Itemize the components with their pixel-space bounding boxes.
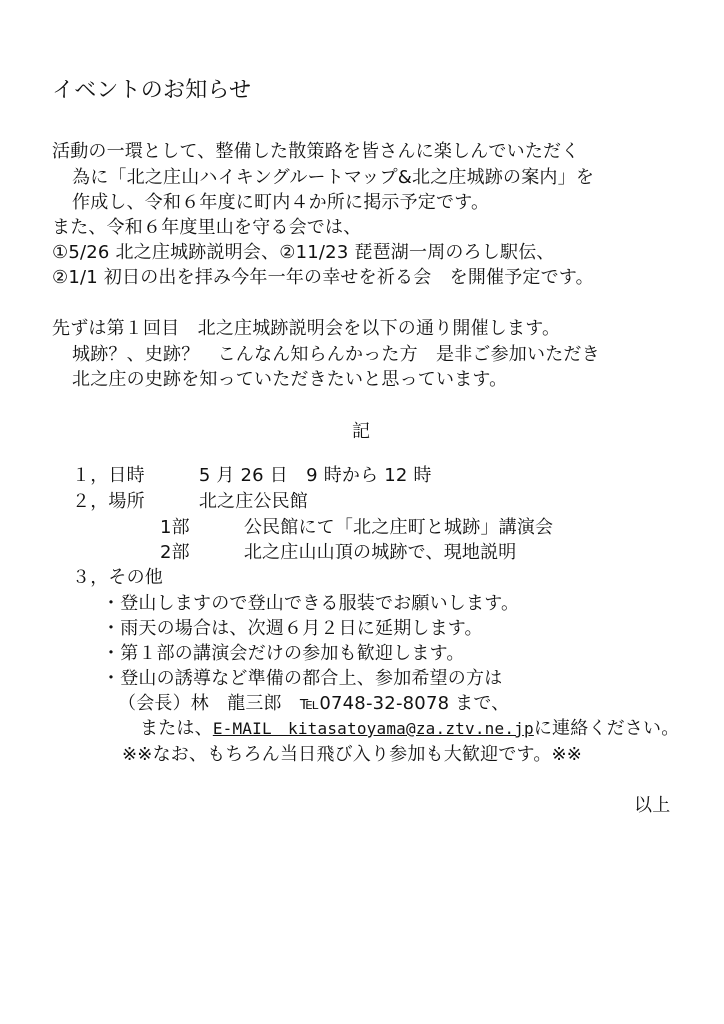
detail-part-1-label: 1部 [160, 517, 190, 538]
detail-item-date-num: １， [72, 465, 109, 486]
welcome-note: ※※なお、もちろん当日飛び入り参加も大歓迎です。※※ [122, 744, 583, 765]
note-lecture: ・第１部の講演会だけの参加も歓迎します。 [102, 643, 465, 664]
contact-suffix: に連絡ください。 [533, 718, 680, 739]
email-link[interactable]: E-MAIL kitasatoyama@za.ztv.ne.jp [212, 719, 534, 738]
contact-name: （会長）林 龍三郎 [118, 693, 282, 714]
note-registration: ・登山の誘導など準備の都合上、参加希望の方は [102, 668, 503, 689]
detail-item-date [72, 464, 432, 488]
detail-part-2-label: 2部 [160, 542, 190, 563]
intro-line-4: また、令和６年度里山を守る会では、 [52, 217, 362, 238]
intro-line-3: 作成し、令和６年度に町内４か所に掲示予定です。 [72, 192, 490, 213]
detail-item-place-value: 北之庄公民館 [198, 491, 309, 512]
contact-line [118, 692, 509, 716]
announce-line-3: 北之庄の史跡を知っていただきたいと思っています。 [72, 369, 508, 390]
intro-line-2: 為に「北之庄山ハイキングルートマップ&北之庄城跡の案内」を [72, 167, 595, 188]
contact-or: または、 [140, 718, 213, 739]
detail-item-date-label: 日時 [108, 465, 145, 486]
detail-item-place-label: 場所 [108, 491, 145, 512]
detail-item-other-num: ３， [72, 567, 109, 588]
detail-part-1-value: 公民館にて「北之庄町と城跡」講演会 [243, 517, 554, 538]
closing-text: 以上 [634, 795, 671, 816]
note-clothing: ・登山しますので登山できる服装でお願いします。 [102, 593, 520, 614]
detail-part-2 [160, 541, 517, 565]
page-title: イベントのお知らせ [52, 78, 252, 103]
detail-part-2-value: 北之庄山山頂の城跡で、現地説明 [243, 542, 517, 563]
announce-line-2: 城跡？、史跡？ こんなん知らんかった方 是非ご参加いただき [72, 344, 600, 365]
contact-tel: ℡0748-32-8078 まで、 [299, 693, 510, 714]
announce-line-1: 先ずは第１回目 北之庄城跡説明会を以下の通り開催します。 [52, 318, 561, 339]
contact-email-line [140, 717, 679, 741]
intro-line-1: 活動の一環として、整備した散策路を皆さんに楽しんでいただく [52, 141, 580, 162]
ki-heading: 記 [352, 421, 371, 442]
detail-part-1 [160, 516, 553, 540]
intro-line-5: ①5/26 北之庄城跡説明会、②11/23 琵琶湖一周のろし駅伝、 [52, 242, 555, 263]
intro-line-6: ②1/1 初日の出を拝み今年一年の幸せを祈る会 を開催予定です。 [52, 267, 594, 288]
note-rain: ・雨天の場合は、次週６月２日に延期します。 [102, 618, 483, 639]
detail-item-place-num: ２， [72, 491, 109, 512]
detail-item-other [72, 566, 163, 590]
detail-item-date-value: 5 月 26 日 9 時から 12 時 [198, 465, 432, 486]
detail-item-other-label: その他 [108, 567, 164, 588]
detail-item-place [72, 490, 308, 514]
